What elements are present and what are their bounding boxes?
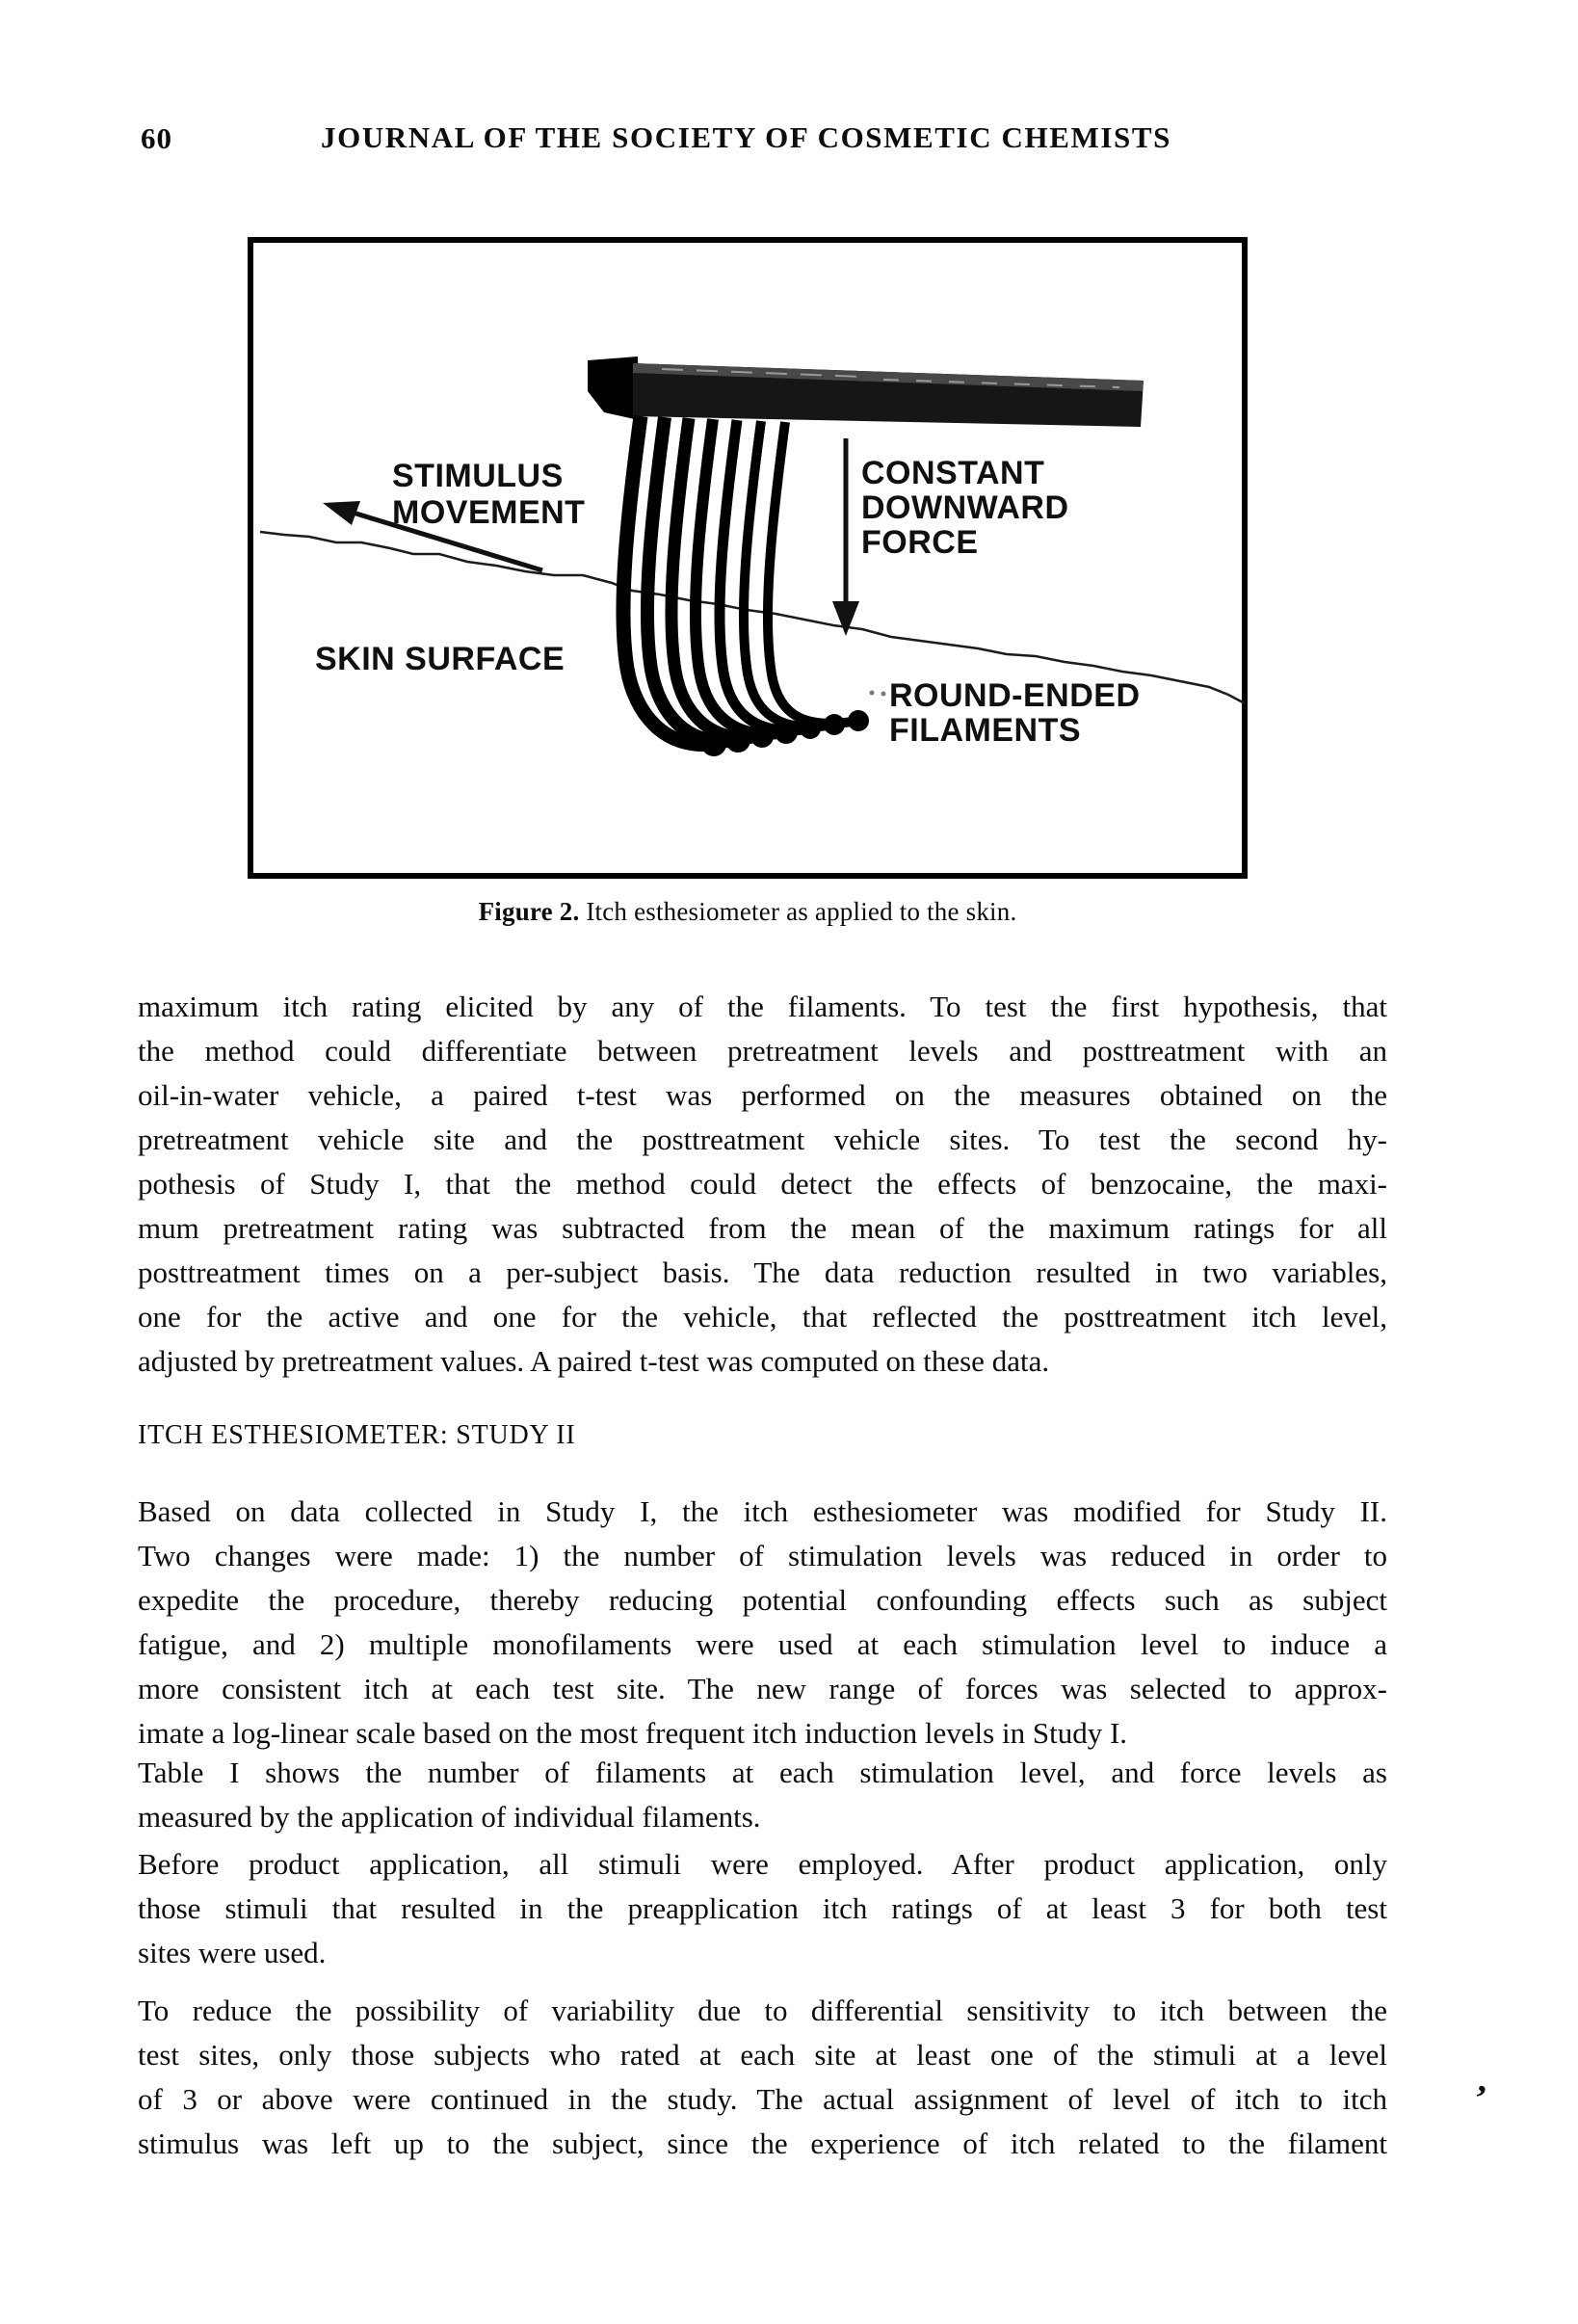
text-line: fatigue, and 2) multiple monofilaments were used at each stimulation level to induce a [138,1627,1387,1661]
section-heading-study-2: ITCH ESTHESIOMETER: STUDY II [138,1420,576,1450]
text-line: mum pretreatment rating was subtracted from the mean of the maximum ratings for all [138,1211,1387,1245]
round-ended-label-line2: FILAMENTS [889,712,1082,749]
stimulus-movement-label-line2: MOVEMENT [392,494,586,531]
journal-header: JOURNAL OF THE SOCIETY OF COSMETIC CHEMISTS [321,120,1171,154]
paragraph-5 [138,1989,1387,2166]
text-line: of 3 or above were continued in the study. The actual assignment of level of itch to itch [138,2082,1387,2116]
text-line: pretreatment vehicle site and the posttreatment vehicle sites. To test the second hy- [138,1122,1387,1156]
text-line: Based on data collected in Study I, the itch esthesiometer was modified for Study II. [138,1494,1387,1528]
text-line: one for the active and one for the vehicle, that reflected the posttreatment itch level, [138,1300,1387,1334]
page-number: 60 [141,121,172,155]
text-line: To reduce the possibility of variability due to differential sensitivity to itch between the [138,1994,1387,2027]
figure-caption-text: Itch esthesiometer as applied to the skin. [586,897,1017,926]
constant-force-label-line3: FORCE [861,524,979,561]
text-line: maximum itch rating elicited by any of the filaments. To test the first hypothesis, that [138,990,1387,1023]
text-line: posttreatment times on a per-subject basis. The data reduction resulted in two variables, [138,1255,1387,1289]
stimulus-movement-label-line1: STIMULUS [392,458,564,494]
text-line: Two changes were made: 1) the number of stimulation levels was reduced in order to [138,1539,1387,1572]
text-line: pothesis of Study I, that the method could detect the effects of benzocaine, the maxi- [138,1167,1387,1201]
text-line: the method could differentiate between pretreatment levels and posttreatment with an [138,1034,1387,1068]
text-line: oil-in-water vehicle, a paired t-test was performed on the measures obtained on the [138,1078,1387,1112]
paragraph-2 [138,1490,1387,1756]
stray-scan-mark: ’ [1470,2077,1490,2120]
text-line: imate a log-linear scale based on the most frequent itch induction levels in Study I. [138,1716,1128,1750]
constant-force-label-line2: DOWNWARD [861,489,1069,526]
text-line: expedite the procedure, thereby reducing potential confounding effects such as subject [138,1583,1387,1617]
text-line: test sites, only those subjects who rated at each site at least one of the stimuli at a level [138,2038,1387,2072]
round-ended-label-line1: ROUND-ENDED [889,677,1141,714]
paragraph-4 [138,1842,1387,1975]
text-line: sites were used. [138,1936,327,1969]
paragraph-3 [138,1751,1387,1839]
skin-surface-label: SKIN SURFACE [315,641,565,677]
text-line: Table I shows the number of filaments at each stimulation level, and force levels as [138,1756,1387,1789]
text-line: more consistent itch at each test site. The new range of forces was selected to approx- [138,1672,1387,1705]
constant-force-label-line1: CONSTANT [861,455,1045,491]
paragraph-1 [138,985,1387,1384]
text-line: Before product application, all stimuli were employed. After product application, only [138,1847,1387,1881]
text-line: stimulus was left up to the subject, since the experience of itch related to the filament [138,2126,1387,2160]
text-line: those stimuli that resulted in the preapplication itch ratings of at least 3 for both test [138,1891,1387,1925]
figure-2-diagram [248,237,1248,879]
text-line: measured by the application of individual filaments. [138,1800,761,1834]
text-line: adjusted by pretreatment values. A paired t-test was computed on these data. [138,1344,1050,1378]
figure-caption [248,897,1248,927]
figure-caption-label: Figure 2. [478,897,580,926]
